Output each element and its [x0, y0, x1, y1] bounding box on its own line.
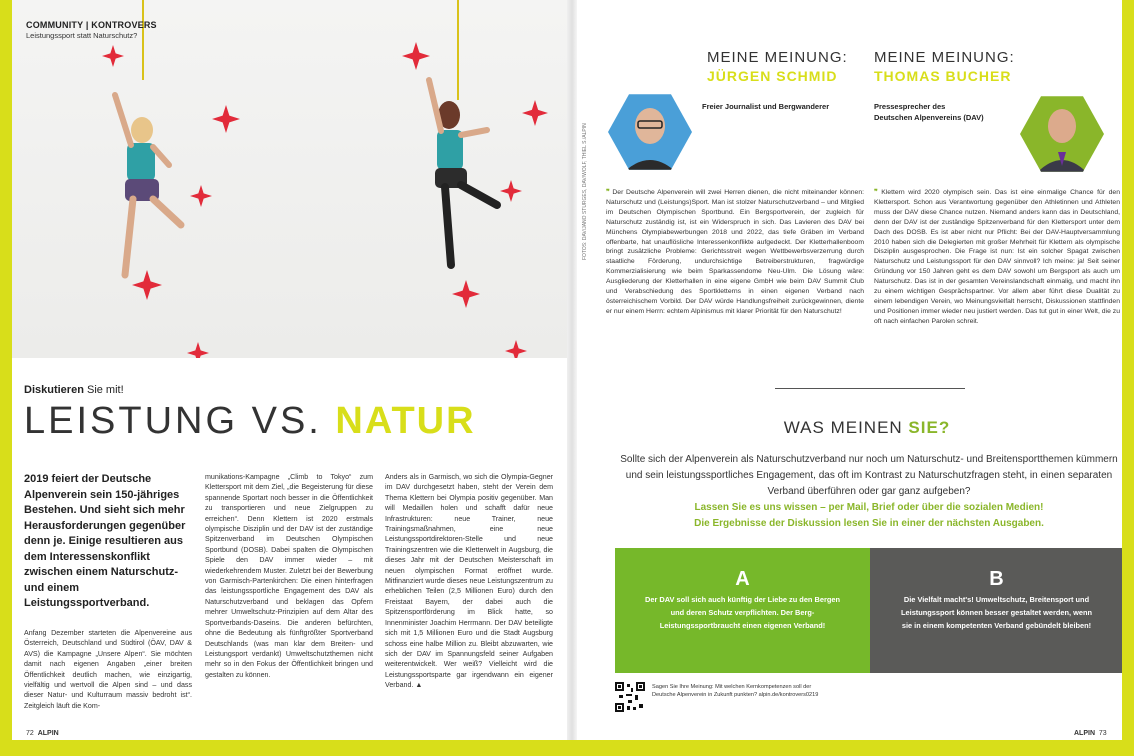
climbing-hold [190, 185, 212, 207]
section-label: COMMUNITY | KONTROVERS [26, 20, 157, 30]
right-brand: ALPIN [1074, 730, 1095, 737]
portrait-thomas-bucher [1020, 92, 1104, 176]
discuss-line [24, 384, 124, 396]
opinion-2-role-line-1: Pressesprecher des [874, 102, 946, 111]
option-a-box [615, 548, 870, 673]
climbing-hold [505, 340, 527, 358]
opinion-2-role [874, 101, 984, 123]
magazine-spread [12, 0, 1122, 740]
body-column-1: Anfang Dezember starteten die Alpenvereine aus Österreich, Deutschland und Südtirol (ÖAV, DAV & AVS) die Kampagne „Unsere Alpen“. Sie möchten damit nach eigenen Angaben „einer breiten Öffentlichkeit deutlich machen, wie einzigartig, vielfältig und wertvoll die Alpen sind – und dass dieser Natur- und Kulturraum massiv bedroht ist“. Zeitgleich läuft die Kom- [24, 629, 192, 710]
climbing-hold [402, 42, 430, 70]
climbing-hold [187, 342, 209, 358]
rope [142, 0, 144, 80]
climber-right [407, 75, 507, 275]
poll-question [614, 452, 1122, 532]
opinion-1-role: Freier Journalist und Bergwanderer [702, 102, 830, 111]
poll-cta-1: Lassen Sie es uns wissen – per Mail, Brief oder über die sozialen Medien! [694, 502, 1044, 513]
option-b-text: Die Vielfalt macht's! Umweltschutz, Breitensport und Leistungssport können besser gestaltet werden, wenn sie in einem kompetenten Verband gebündelt bleiben! [901, 595, 1092, 630]
spine [567, 0, 577, 740]
opinion-2-name: THOMAS BUCHER [874, 68, 1012, 84]
opinion-2-text [874, 188, 1120, 327]
qr-caption: Sagen Sie Ihre Meinung: Mit welchen Kernkompetenzen soll der Deutsche Alpenverein in Zukunft punkten? alpin.de/kontrovers0219 [652, 684, 819, 698]
opinion-1-name: JÜRGEN SCHMID [707, 68, 838, 84]
opinion-1-text [606, 188, 864, 317]
page-number-right [1074, 730, 1107, 737]
opinion-2-role-line-2: Deutschen Alpenvereins (DAV) [874, 113, 984, 122]
divider [775, 388, 965, 389]
option-a-letter: A [735, 568, 750, 590]
opinion-2-body: Klettern wird 2020 olympisch sein. Das ist eine einmalige Chance für den Klettersport. Schon aus Verantwortung gegenüber den Athletinnen und Athleten muss der DAV diese Chance nutzen. Niemand anders kann das in Deutschland, denn der DAV ist der zuständige Spitzenverband für den Klettersport unter dem Dach des DOSB. Es ist aber nicht nur Pflicht: Bei der DAV-Hauptversammlung 2010 haben sich die Delegierten mit großer Mehrheit für Klettern als olympische Disziplin ausgesprochen. Die Frage ist nun: Ist ein solcher Spagat zwischen Naturschutz und Leistungssport für den DAV sinnvoll? Ich meine: ja! Seit seiner Gründung vor 150 Jahren geht es dem DAV sowohl um Bergsport als auch um Naturschutz. Das ist in der gesamten Vereinslandschaft einmalig, und macht ihn zu einem wichtigen Gesprächspartner. Vor allem aber führt diese Dualität zu einem lebendigen Verein, wo Meinungsvielfalt herrscht, Diskussionen stattfinden und Positionen immer wieder neu justiert werden. Das tut gut in einer Welt, die zu oft nach einfachen Parolen schreit. [874, 189, 1120, 325]
opinion-1-label: MEINE MEINUNG: [707, 49, 848, 66]
right-page-number: 73 [1098, 730, 1107, 737]
poll-cta-2: Die Ergebnisse der Diskussion lesen Sie in einer der nächsten Ausgaben. [694, 518, 1044, 529]
discuss-rest: Sie mit! [83, 384, 124, 396]
opinion-2-label: MEINE MEINUNG: [874, 49, 1015, 66]
left-brand: ALPIN [37, 730, 59, 737]
poll-title-pre: WAS MEINEN [783, 418, 909, 437]
portrait-juergen-schmid [608, 90, 692, 174]
photo-credit: FOTOS: DAV/JANO STURGES, DAV/WOLF, THIEL S./ALPIN [582, 123, 588, 260]
poll-title [612, 418, 1122, 438]
poll-title-emphasis: SIE? [908, 418, 951, 437]
climbing-hold [522, 100, 548, 126]
option-b-letter: B [989, 568, 1004, 590]
option-a-text: Der DAV soll sich auch künftig der Liebe zu den Bergen und deren Schutz verpflichten. Der Berg-Leistungssportbraucht einen eigenen Verband! [645, 595, 840, 630]
qr-code-icon [615, 682, 645, 712]
climbing-hold [102, 45, 124, 67]
title-part-1: LEISTUNG VS. [24, 400, 336, 442]
quote-mark-icon: ❞ [874, 189, 882, 196]
title-part-2: NATUR [335, 400, 476, 442]
section-kicker [26, 20, 157, 40]
quote-mark-icon: ❞ [606, 189, 613, 196]
opinion-1-body: Der Deutsche Alpenverein will zwei Herren dienen, die nicht miteinander können: Naturschutz und (Leistungs)Sport. Man ist stolzer Naturschutzverband – und Mitglied im Deutschen Olympischen Sportbund. Ein Bergsportverein, der zugleich für Naturschutz zuständig ist, ist ein Widerspruch in sich. Das Lavieren des DAV bei Münchens Olympiabewerbungen 2018 und 2022, das tiefe Gräben im Verband offenbarte, hat unauflösliche Interessenkonflikte aufgedeckt. Der Kletterhallenboom bringt zusätzliche Probleme: Gerichtsstreit wegen Wettbewerbsverzerrung durch staatliche Förderung, undurchsichtige Betreiberstrukturen, fragwürdige Kommerzialisierung wie beim Sparkassendome Neu-Ulm. Die Lösung wäre: Ausgliederung der Kletterhallen in eine eigene GmbH wie beim DAV Summit Club und Verabschiedung des Sportkletterns in einen eigenen Verband nach österreichischem Vorbild. Der DAV würde Handlungsfreiheit zurückgewinnen, diente er nur einem Herrn: echtem Alpinismus mit klarer Priorität für den Naturschutz! [606, 189, 865, 315]
left-page-number: 72 [26, 730, 34, 737]
option-b-box [870, 548, 1122, 673]
climbing-hold [452, 280, 480, 308]
poll-question-text: Sollte sich der Alpenverein als Naturschutzverband nur noch um Naturschutz- und Breitensportthemen kümmern und sein leistungssportliches Engagement, das oft im Kontrast zu Naturschutzfragen steht, in einen separaten Verband überführen oder gar ganz aufgeben? [620, 454, 1118, 497]
climbing-hold [212, 105, 240, 133]
opinion-2-heading [874, 48, 1015, 86]
page-title [24, 400, 476, 443]
page-number-left [26, 730, 59, 737]
body-column-2: munikations-Kampagne „Climb to Tokyo“ zum Klettersport mit dem Ziel, „die Begeisterung für diese spannende Sportart noch besser in die Öffentlichkeit zu transportieren und neue Zielgruppen zu erreichen“. Denn Klettern ist 2020 erstmals olympische Disziplin und der DAV ist der zuständige Spitzenverband im Deutschen Olympischen Sportbund (DOSB). Dabei spalten die Olympischen Spiele den DAV immer wieder – mit wiederkehrendem Muster. Zuletzt bei der Bewerbung von Garmisch-Partenkirchen: Die einen hinterfragen das leistungssportliche Engagement des DAV als Naturschutzverband und beklagen das Opfern mehrer Umweltschutz-Prinzipien auf dem Altar des Sportverbands-Daseins. Die anderen befürchten, ohne die Bedeutung als fünftgrößter Sportverband Deutschlands (was man klar dem Breiten- und Leistungsport verdankt) Umweltschutzthemen nicht mehr so in den Fokus der Öffentlichkeit bringen und gestalten zu können. [205, 473, 373, 679]
climber-left [97, 75, 187, 285]
lead-text: 2019 feiert der Deutsche Alpenverein sein 150-jähriges Bestehen. Und sieht sich mehr Herausforderungen gegenüber denn je. Einige resultieren aus dem Interessenskonflikt zwischen einem Naturschutz- und einem Leistungssportverband. [24, 473, 186, 609]
climbing-photo [12, 0, 567, 358]
discuss-bold: Diskutieren [24, 384, 84, 396]
opinion-1-heading [707, 48, 848, 86]
body-column-3: Anders als in Garmisch, wo sich die Olympia-Gegner im DAV durchgesetzt haben, steht der Verein dem Thema Klettern bei Olympia positiv gegenüber. Man will Medaillen holen und schafft dafür neue Infrastrukturen: neue Trainer, neue Trainingsmaßnahmen, eine neue Leistungssportdirektoren-Stelle und neue Trainingszentren wie die Kletterwelt in Augsburg, die dieses Jahr mit der Deutschen Meisterschaft im neuen olympischen Format eröffnet wurde. Mitfinanziert wurde dieses neue Leistungszentrum zu erheblichen Teilen (2,5 Millionen Euro) durch den Freistaat Bayern, der dabei auch die Spitzensportförderung im Blick hatte, so Innenminister Joachim Herrmann. Der DAV beteiligte sich mit 1,5 Millionen Euro und die Stadt Augsburg schoss eine halbe Million zu. Bleibt abzuwarten, wie sich der DAV im Spannungsfeld seiner Aufgaben weiterentwickelt. Wer weiß? Vielleicht wird die Leistungssportsparte gar irgendwann ein eigener Verband. ▲ [385, 473, 553, 690]
section-subtitle: Leistungssport statt Naturschutz? [26, 31, 138, 40]
